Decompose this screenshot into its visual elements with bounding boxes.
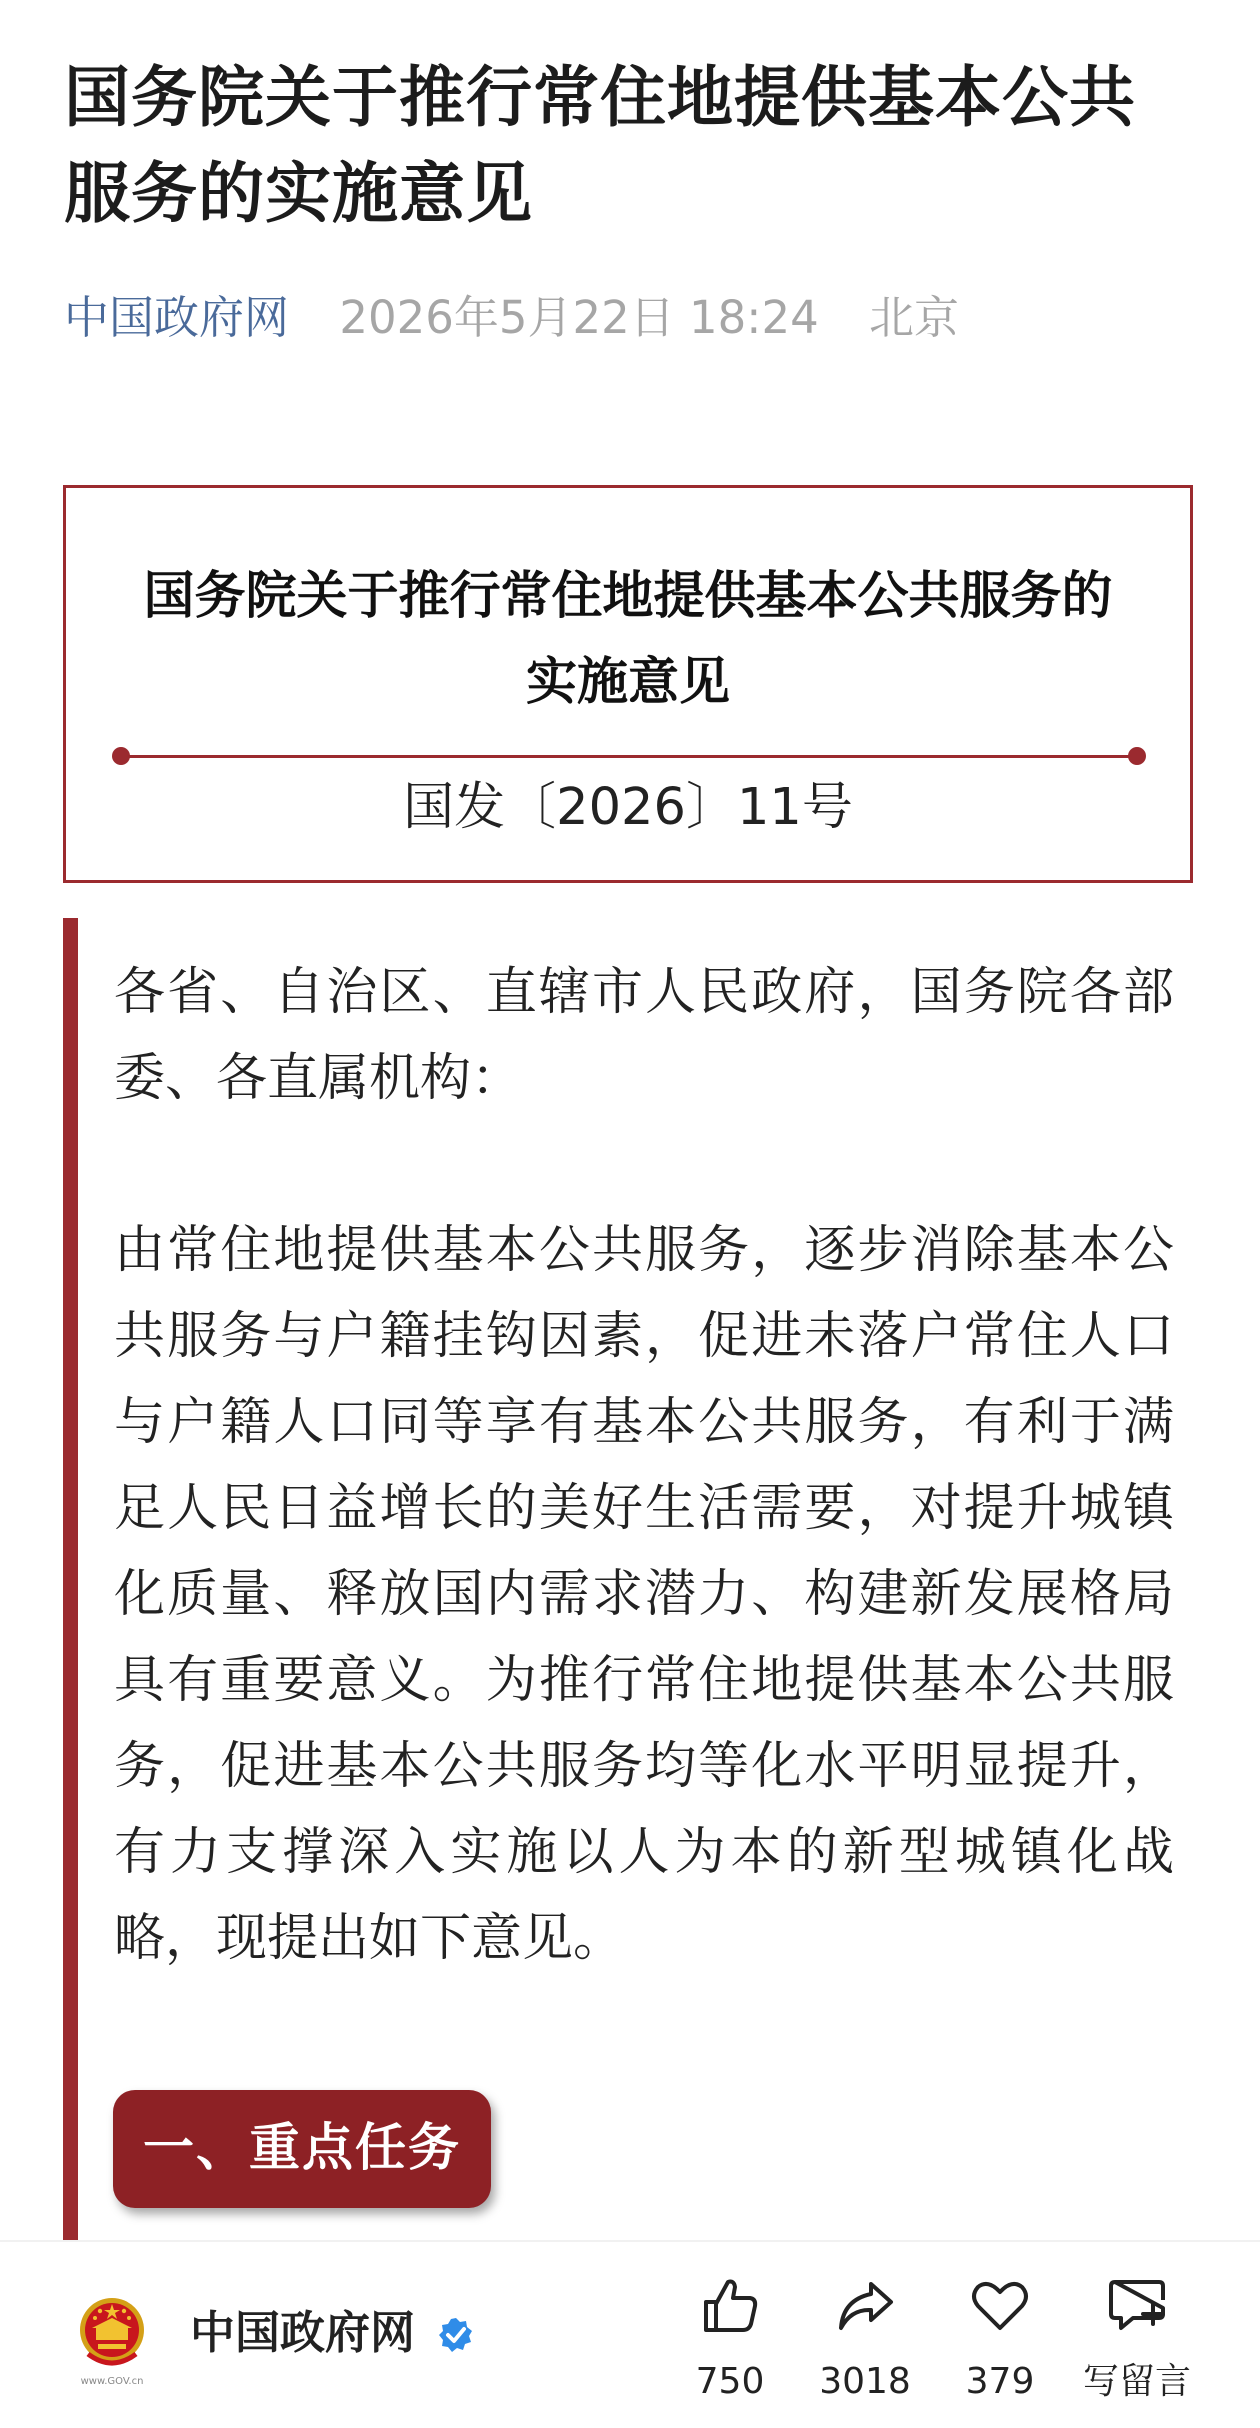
salutation: 各省、自治区、直辖市人民政府，国务院各部委、各直属机构： <box>114 963 1174 1108</box>
thumbs-up-icon <box>698 2274 762 2338</box>
divider-dot-right <box>1128 747 1146 765</box>
share-count: 3018 <box>819 2361 911 2402</box>
account-name[interactable]: 中国政府网 <box>190 2306 416 2359</box>
heart-icon <box>968 2274 1032 2338</box>
document-header-box <box>63 485 1193 883</box>
document-title: 国务院关于推行常住地提供基本公共服务的实施意见 <box>143 567 1113 712</box>
share-icon <box>833 2274 897 2338</box>
write-comment-button[interactable] <box>1072 2274 1202 2414</box>
divider-dot-left <box>112 747 130 765</box>
national-emblem-icon[interactable] <box>76 2294 148 2374</box>
document-divider <box>116 755 1142 758</box>
article-title: 国务院关于推行常住地提供基本公共服务的实施意见 <box>64 59 1136 232</box>
source-link[interactable]: 中国政府网 <box>64 291 290 344</box>
favorite-count: 379 <box>965 2361 1035 2402</box>
emblem-caption: www.GOV.cn <box>80 2376 144 2387</box>
body-paragraph: 由常住地提供基本公共服务，逐步消除基本公共服务与户籍挂钩因素，促进未落户常住人口与户籍人口同等享有基本公共服务，有利于满足人民日益增长的美好生活需要，对提升城镇化质量、释放国内需求潜力、构建新发展格局具有重要意义。为推行常住地提供基本公共服务，促进基本公共服务均等化水平明显提升，有力支撑深入实施以人为本的新型城镇化战略，现提出如下意见。 <box>114 1221 1174 1968</box>
share-button[interactable] <box>815 2274 915 2414</box>
like-count: 750 <box>695 2361 765 2402</box>
publish-date: 2026年5月22日 18:24 <box>339 291 819 344</box>
bottom-action-bar <box>0 2240 1260 2428</box>
like-button[interactable] <box>690 2274 770 2414</box>
favorite-button[interactable] <box>958 2274 1042 2414</box>
comment-icon <box>1105 2274 1169 2338</box>
verified-badge-icon <box>437 2316 475 2354</box>
article-body <box>114 950 1174 1982</box>
section-heading: 一、重点任务 <box>113 2090 491 2208</box>
content-accent-bar <box>63 918 78 2240</box>
write-comment-label: 写留言 <box>1082 2361 1191 2402</box>
document-number: 国发〔2026〕11号 <box>403 778 853 837</box>
article-meta <box>64 288 959 348</box>
publish-location: 北京 <box>869 291 960 344</box>
